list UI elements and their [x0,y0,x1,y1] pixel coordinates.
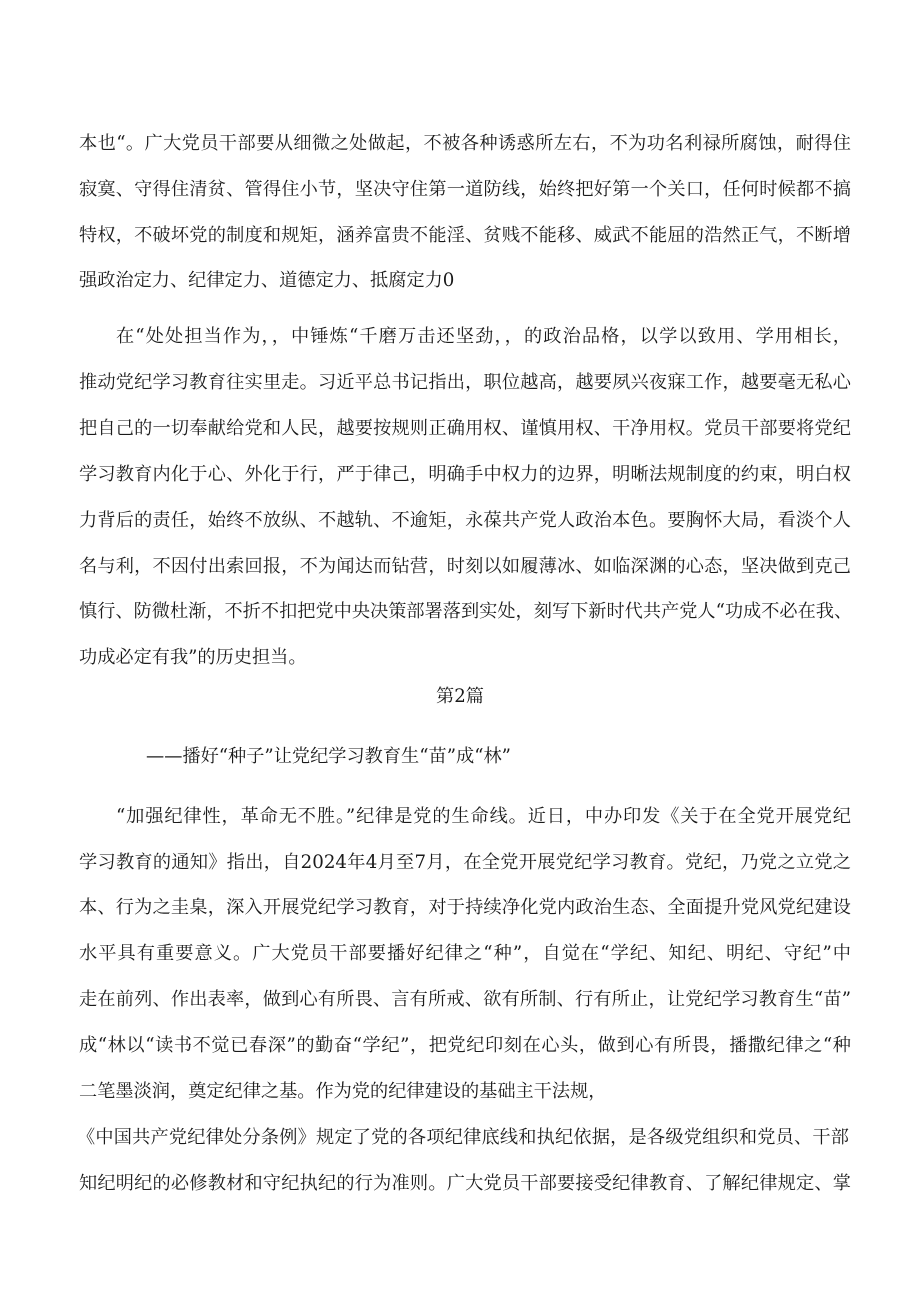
paragraph-1-line-1: 本也“。广大党员干部要从细微之处做起，不被各种诱惑所左右，不为功名利禄所腐蚀，耐得住 [79,133,851,154]
paragraph-4-line-2: 知纪明纪的必修教材和守纪执纪的行为准则。广大党员干部要接受纪律教育、了解纪律规定、掌 [79,1173,851,1194]
paragraph-2-line-7: 慎行、防微杜渐，不折不扣把党中央决策部署落到实处，刻写下新时代共产党人“功成不必在我、 [79,601,853,622]
paragraph-1-line-2: 寂寞、守得住清贫、管得住小节，坚决守住第一道防线，始终把好第一个关口，任何时候都不搞 [79,179,851,200]
paragraph-3-line-3: 本、行为之圭臬，深入开展党纪学习教育，对于持续净化党内政治生态、全面提升党风党纪建设 [79,897,851,918]
paragraph-1-line-4: 强政治定力、纪律定力、道德定力、抵腐定力0 [79,270,455,291]
paragraph-2-line-2: 推动党纪学习教育往实里走。习近平总书记指出，职位越高，越要夙兴夜寐工作，越要毫无私心 [79,372,851,393]
paragraph-2-line-3: 把自己的一切奉献给党和人民，越要按规则正确用权、谨慎用权、干净用权。党员干部要将党纪 [79,418,851,439]
section-heading: 第2篇 [436,686,484,707]
paragraph-2-line-8: 功成必定有我”的历史担当。 [79,647,307,668]
paragraph-4-line-1: 《中国共产党纪律处分条例》规定了党的各项纪律底线和执纪依据，是各级党组织和党员、干部 [77,1127,849,1148]
paragraph-2-line-6: 名与利，不因付出索回报，不为闻达而钻营，时刻以如履薄冰、如临深渊的心态，坚决做到克己 [79,556,851,577]
paragraph-3-line-5: 走在前列、作出表率，做到心有所畏、言有所戒、欲有所制、行有所止，让党纪学习教育生“苗” [79,989,851,1010]
paragraph-2-line-4: 学习教育内化于心、外化于行，严于律己，明确手中权力的边界，明晰法规制度的约束，明白权 [79,464,851,485]
section-subtitle: ——播好“种子”让党纪学习教育生“苗”成“林” [146,746,511,767]
paragraph-3-line-6: 成“林以“读书不觉已春深”的勤奋“学纪”，把党纪印刻在心头，做到心有所畏，播撒纪律之“种 [79,1035,851,1056]
paragraph-1-line-3: 特权，不破坏党的制度和规矩，涵养富贵不能淫、贫贱不能移、威武不能屈的浩然正气，不断增 [79,225,851,246]
paragraph-3-line-1: “加强纪律性，革命无不胜。”纪律是党的生命线。近日，中办印发《关于在全党开展党纪 [116,806,851,827]
paragraph-2-line-1: 在“处处担当作为，，中锤炼“千磨万击还坚劲，，的政治品格，以学以致用、学用相长， [116,326,851,347]
paragraph-2-line-5: 力背后的责任，始终不放纵、不越轨、不逾矩，永葆共产党人政治本色。要胸怀大局，看淡个人 [79,510,851,531]
paragraph-3-line-7: 二笔墨淡润，奠定纪律之基。作为党的纪律建设的基础主干法规， [79,1081,607,1102]
paragraph-3-line-4: 水平具有重要意义。广大党员干部要播好纪律之“种”，自觉在“学纪、知纪、明纪、守纪”中 [79,943,851,964]
paragraph-3-line-2: 学习教育的通知》指出，自2024年4月至7月，在全党开展党纪学习教育。党纪，乃党之立党之 [79,852,851,873]
